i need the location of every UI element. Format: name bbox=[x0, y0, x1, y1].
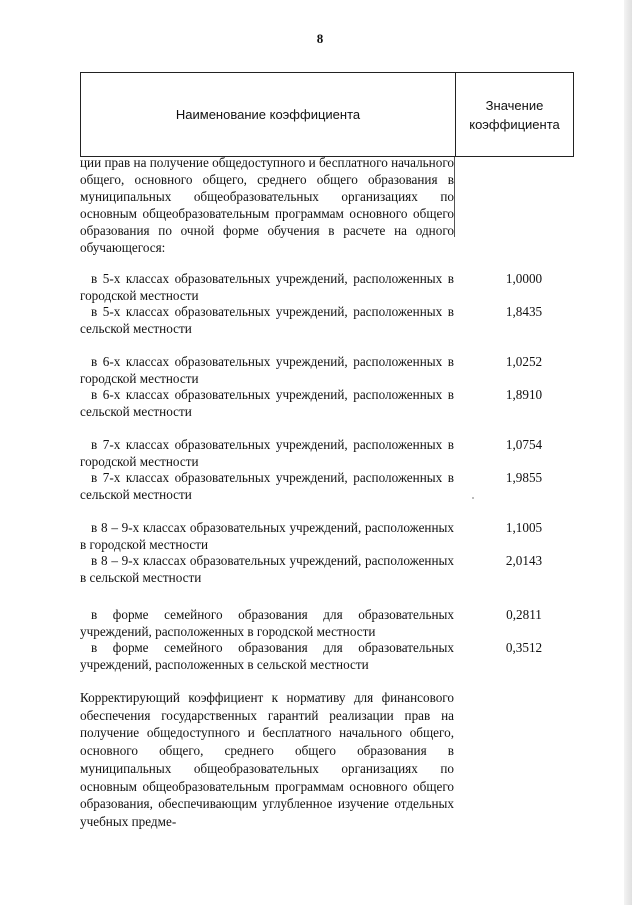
table-row bbox=[80, 303, 580, 336]
table-row bbox=[80, 552, 580, 585]
table-row bbox=[80, 436, 580, 469]
row-label: в 7-х классах образовательных учреждений, расположенных в городской местности bbox=[80, 437, 454, 469]
row-value: 1,8910 bbox=[505, 387, 543, 402]
table-row bbox=[80, 270, 580, 303]
coefficient-group-7 bbox=[80, 436, 580, 502]
table-row bbox=[80, 469, 580, 502]
header-value-column bbox=[456, 73, 573, 156]
page-edge-shadow bbox=[624, 0, 632, 905]
page-number: 8 bbox=[316, 31, 324, 46]
row-value: 1,1005 bbox=[505, 520, 543, 535]
table-row bbox=[80, 519, 580, 552]
coefficient-group-family bbox=[80, 606, 580, 672]
table-row bbox=[80, 639, 580, 672]
closing-paragraph: Корректирующий коэффициент к нормативу для финансового обеспечения государственных гарантий реализации прав на получение общедоступного и бесплатного начального общего, основного общего, среднего общего образования в муниципальных общеобразовательных организациях по основным общеобразовательным программам основного общего образования, обеспечивающим углубленное изучение отдельных учебных предме- bbox=[80, 690, 454, 829]
row-value: 2,0143 bbox=[505, 553, 543, 568]
header-name-column: Наименование коэффициента bbox=[175, 107, 361, 122]
table-row bbox=[80, 606, 580, 639]
row-value: 0,2811 bbox=[506, 607, 542, 622]
coefficient-group-8-9 bbox=[80, 519, 580, 585]
coefficient-group-6 bbox=[80, 353, 580, 419]
row-label: в 8 – 9-х классах образовательных учреждений, расположенных в сельской местности bbox=[80, 553, 454, 585]
row-value: 1,9855 bbox=[505, 470, 543, 485]
row-label: в 7-х классах образовательных учреждений, расположенных в сельской местности bbox=[80, 470, 454, 502]
row-value: 1,8435 bbox=[505, 304, 543, 319]
row-value: 0,3512 bbox=[505, 640, 543, 655]
table-row bbox=[80, 353, 580, 386]
table-header bbox=[80, 72, 574, 157]
row-value: 1,0000 bbox=[505, 271, 543, 286]
row-label: в 5-х классах образовательных учреждений, расположенных в городской местности bbox=[80, 271, 454, 303]
row-value: 1,0252 bbox=[505, 354, 543, 369]
row-label: в форме семейного образования для образовательных учреждений, расположенных в городской местности bbox=[80, 607, 454, 639]
table-row bbox=[80, 386, 580, 419]
value-column-divider bbox=[454, 157, 455, 237]
row-label: в 6-х классах образовательных учреждений, расположенных в сельской местности bbox=[80, 387, 454, 419]
row-value: 1,0754 bbox=[505, 437, 543, 452]
header-value-line1: Значение bbox=[485, 97, 544, 113]
intro-paragraph: ции прав на получение общедоступного и бесплатного начального общего, основного общего, среднего общего образования в муниципальных общеобразовательных организациях по основным общеобразовательным программам основного общего образования по очной форме обучения в расчете на одного обучающегося: bbox=[80, 155, 454, 255]
row-label: в форме семейного образования для образовательных учреждений, расположенных в сельской местности bbox=[80, 640, 454, 672]
row-label: в 6-х классах образовательных учреждений, расположенных в городской местности bbox=[80, 354, 454, 386]
header-value-line2: коэффициента bbox=[469, 116, 560, 132]
coefficient-group-5 bbox=[80, 270, 580, 336]
row-label: в 8 – 9-х классах образовательных учреждений, расположенных в городской местности bbox=[80, 520, 454, 552]
row-label: в 5-х классах образовательных учреждений, расположенных в сельской местности bbox=[80, 304, 454, 336]
